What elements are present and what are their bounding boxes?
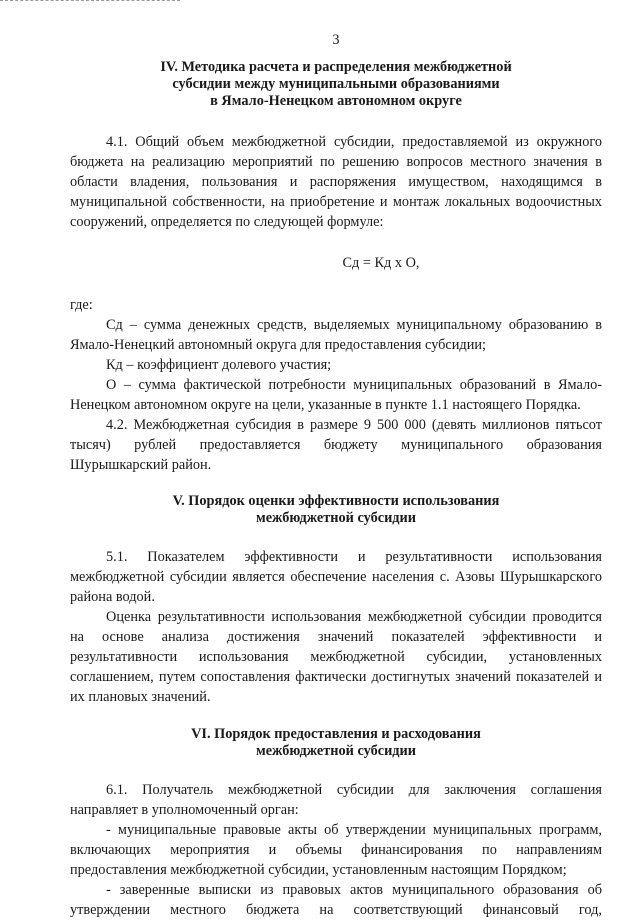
section-5-title-line: V. Порядок оценки эффективности использования <box>172 493 500 509</box>
section-5-title-line: межбюджетной субсидии <box>255 510 417 526</box>
paragraph-5-1-assessment: Оценка результативности использования межбюджетной субсидии проводится на основе анализа достижения значений показателей эффективности и результативности использования межбюджетной субсидии, установленных соглашением, путем сопоставления фактически достигнутых значений показателей и их плановых значений. <box>70 609 602 705</box>
paragraph-6-1: 6.1. Получатель межбюджетной субсидии для заключения соглашения направляет в уполномоченный орган: <box>70 782 602 818</box>
definition-kd: Кд – коэффициент долевого участия; <box>106 357 332 373</box>
section-4-title-line: в Ямало-Ненецком автономном округе <box>210 93 462 109</box>
where-label: где: <box>70 297 93 313</box>
scan-edge-line <box>0 0 180 3</box>
section-4-title <box>70 59 602 110</box>
section-6-title-line: межбюджетной субсидии <box>255 743 417 759</box>
section-6-title-line: VI. Порядок предоставления и расходования <box>191 726 481 742</box>
section-5-title <box>70 493 602 527</box>
list-item: - заверенные выписки из правовых актов муниципального образования об утверждении местного бюджета на соответствующий финансовый год, <box>70 882 602 918</box>
formula: Сд = Кд х О, <box>342 255 420 271</box>
section-4-title-line: IV. Методика расчета и распределения межбюджетной <box>160 59 512 75</box>
paragraph-4-2: 4.2. Межбюджетная субсидия в размере 9 500 000 (девять миллионов пятьсот тысяч) рублей предоставляется бюджету муниципального образования Шурышкарский район. <box>70 417 602 473</box>
list-item: - муниципальные правовые акты об утверждении муниципальных программ, включающих мероприятия и объемы финансирования по направлениям предоставления межбюджетной субсидии, установленным настоящим Порядком; <box>70 822 602 878</box>
definition-sd: Сд – сумма денежных средств, выделяемых муниципальному образованию в Ямало-Ненецкий автономный округа для предоставления субсидии; <box>70 317 602 353</box>
section-4-title-line: субсидии между муниципальными образованиями <box>172 76 500 92</box>
definition-o: О – сумма фактической потребности муниципальных образований в Ямало-Ненецком автономном округе на цели, указанные в пункте 1.1 настоящего Порядка. <box>70 377 602 413</box>
paragraph-5-1: 5.1. Показателем эффективности и результативности использования межбюджетной субсидии является обеспечение населения с. Азовы Шурышкарского района водой. <box>70 549 602 605</box>
section-6-title <box>70 726 602 760</box>
page-number: 3 <box>332 32 340 48</box>
paragraph-4-1: 4.1. Общий объем межбюджетной субсидии, предоставляемой из окружного бюджета на реализацию мероприятий по решению вопросов местного значения в области владения, пользования и распоряжения имуществом, находящимся в муниципальной собственности, на приобретение и монтаж локальных водоочистных сооружений, определяется по следующей формуле: <box>70 134 602 230</box>
document-page <box>70 30 602 920</box>
